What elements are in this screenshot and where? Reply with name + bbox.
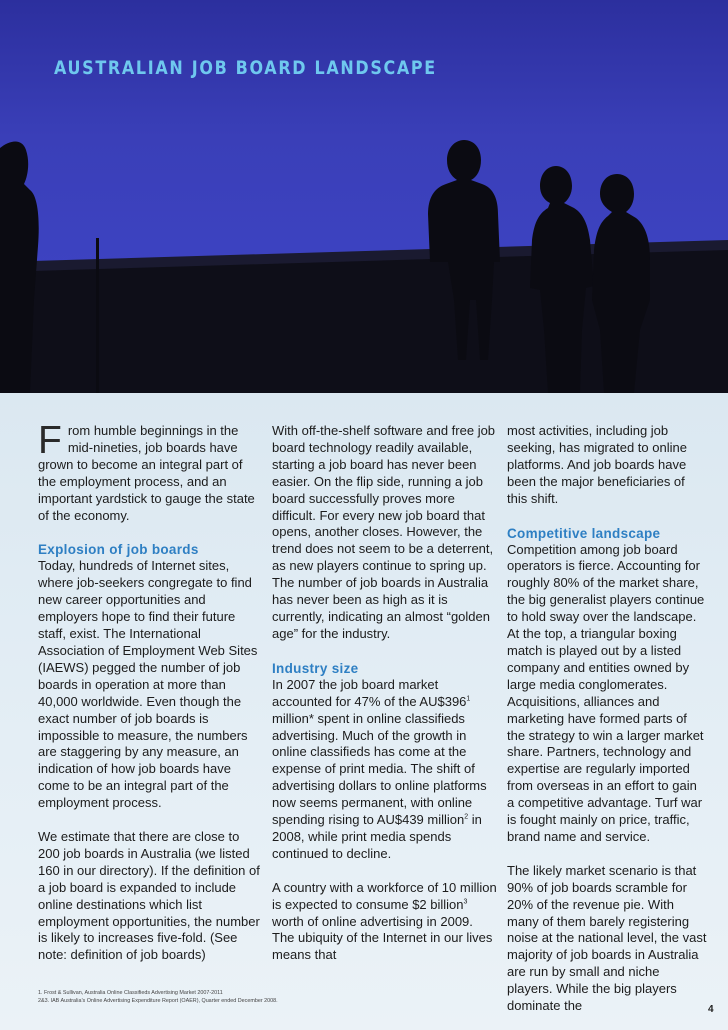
- section-heading-competitive: Competitive landscape: [507, 525, 661, 541]
- workforce-text-a: A country with a workforce of 10 million is expected to consume $2 billion: [272, 879, 497, 912]
- paragraph-activities: most activities, including job seeking, has migrated to online platforms. And job boards have been the major beneficiaries of this shift.: [507, 423, 687, 506]
- text-column-2: [272, 423, 498, 964]
- paragraph-industry-size: [272, 677, 498, 863]
- section-heading-explosion: Explosion of job boards: [38, 542, 199, 558]
- workforce-text-b: worth of online advertising in 2009. The ubiquity of the Internet in our lives means that: [272, 913, 493, 963]
- intro-line-1: rom humble beginnings in the: [67, 423, 239, 438]
- paragraph-workforce: [272, 880, 498, 965]
- section-heading-industry-size: Industry size: [272, 660, 359, 676]
- page-title: AUSTRALIAN JOB BOARD LANDSCAPE: [54, 57, 437, 79]
- drop-cap: F: [38, 419, 62, 462]
- rail-post: [96, 238, 99, 393]
- paragraph-explosion: Today, hundreds of Internet sites, where job-seekers congregate to find new career opportunities and employers hope to find their future staff, exist. The International Association of Employment Web Sites (IAEWS) pegged the number of job boards in operation at more than 40,000 worldwide. Even though the exact number of job boards is impossible to measure, the numbers are staggering by any measure, an indication of how job boards have come to be an integral part of the employment process.: [38, 558, 258, 811]
- hero-banner: [0, 0, 728, 393]
- footnote-ref-3: 3: [463, 898, 468, 906]
- footnote-2: 2&3. IAB Australia’s Online Advertising Expenditure Report (OAER), Quarter ended December 2008.: [38, 998, 278, 1004]
- footnote-1: 1. Frost & Sullivan, Australia Online Classifieds Advertising Market 2007-2011: [38, 990, 223, 996]
- footnotes: [38, 989, 638, 1005]
- paragraph-estimate: We estimate that there are close to 200 job boards in Australia (we listed 160 in our directory). If the definition of a job board is expanded to include online destinations which list employment opportunities, the number is likely to increases five-fold. (See note: definition of job boards): [38, 829, 260, 963]
- intro-rest: grown to become an integral part of the employment process, and an important yardstick to gauge the state of the economy.: [38, 456, 255, 523]
- footnote-ref-2: 2: [464, 813, 469, 821]
- text-column-1: [38, 419, 264, 964]
- industry-text-a: In 2007 the job board market accounted for 47% of the AU$396: [272, 676, 467, 709]
- industry-text-c: in 2008, while print media spends continued to decline.: [272, 812, 482, 861]
- industry-text-b: million* spent in online classifieds advertising. Much of the growth in online classifieds has come at the expense of print media. The shift of advertising dollars to online platforms now seems permanent, with online spending rising to AU$439 million: [272, 710, 487, 828]
- paragraph-software: With off-the-shelf software and free job board technology readily available, starting a job board has never been easier. On the flip side, running a job board successfully proves more difficult. For every new job board that opens, another closes. However, the trend does not seem to be a deterrent, as new players continue to spring up. The number of job boards in Australia has never been as high as it is currently, indicating an almost “golden age” for the industry.: [272, 423, 496, 641]
- footnote-ref-1: 1: [466, 695, 471, 703]
- paragraph-competition: Competition among job board operators is fierce. Accounting for roughly 80% of the market share, the big generalist players continue to hold sway over the landscape. At the top, a triangular boxing match is played out by a listed company and entities owned by large media conglomerates. Acquisitions, alliances and marketing have formed parts of the strategy to win a larger market share. Partners, technology and expertise are regularly imported from overseas in an effort to gain a competitive advantage. Turf war is fought mainly on price, traffic, brand name and service.: [507, 541, 705, 844]
- page-number: 4: [708, 1004, 714, 1015]
- intro-paragraph: [38, 419, 264, 524]
- paragraph-market-scenario: The likely market scenario is that 90% of job boards scramble for 20% of the revenue pie. With many of them barely registering noise at the national level, the vast majority of job boards in Australia are run by small and niche players. While the big players dominate the: [507, 862, 707, 1014]
- text-column-3: [507, 423, 707, 1015]
- intro-line-2: mid-nineties, job boards have: [67, 439, 238, 455]
